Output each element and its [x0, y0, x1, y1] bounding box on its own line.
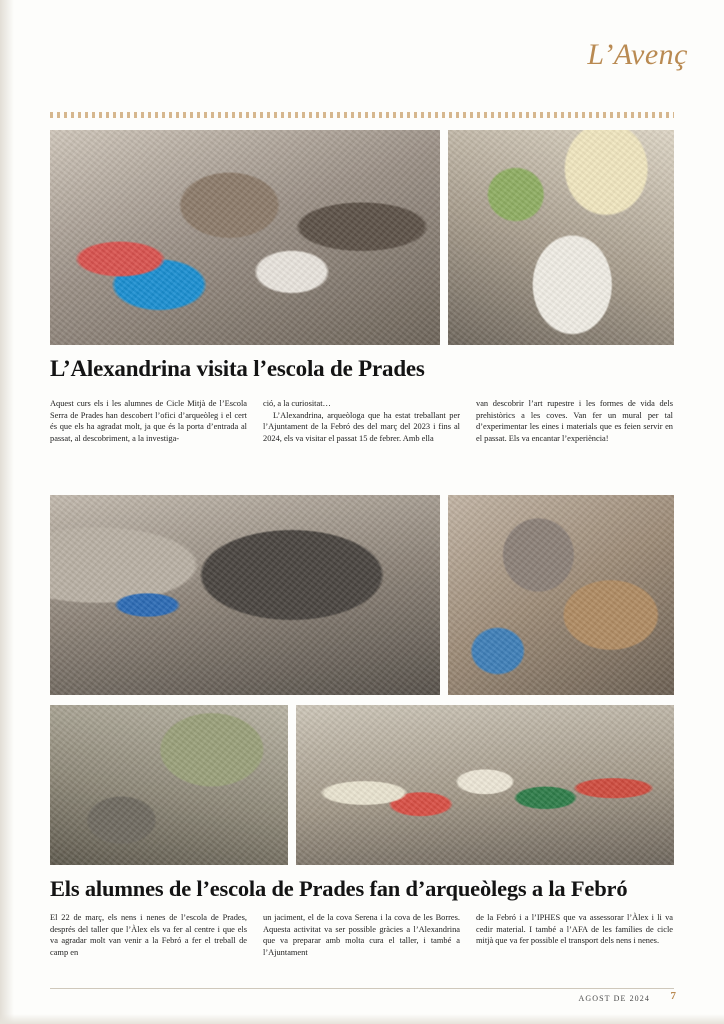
photo-texture — [50, 130, 440, 345]
page-edge-shadow-bottom — [0, 1014, 724, 1024]
paragraph: ció, a la curiositat… — [263, 399, 331, 408]
paragraph: Aquest curs els i les alumnes de Cicle Mitjà de l’Escola Serra de Prades han descobert l’ofici d’arqueòleg i el cert és que els ha agradat molt, ja que és la porta d’entrada al passat, al descobriment, a la investiga- — [50, 399, 247, 443]
photo-outdoor-group — [50, 705, 288, 865]
paragraph: de la Febró i a l’IPHES que va assessorar l’Àlex i li va cedir material. I també a l’AFA de les famílies de cicle mitjà que va fer possible el transport dels nens i nenes. — [476, 913, 673, 946]
paragraph: El 22 de març, els nens i nenes de l’escola de Prades, després del taller que l’Àlex els va fer al centre i que els va agradar molt van venir a la Febró a fer el treball de camp en — [50, 913, 247, 957]
photo-texture — [448, 495, 674, 695]
photo-caption — [54, 857, 142, 863]
page-title-febro: Els alumnes de l’escola de Prades fan d’arqueòlegs a la Febró — [50, 876, 628, 901]
article-prades-column-2 — [263, 398, 460, 444]
decorative-rule-top — [50, 112, 674, 118]
article-prades-column-3 — [476, 398, 673, 444]
paragraph: van descobrir l’art rupestre i les formes de vida dels prehistòrics a les coves. Van fer un mural per tal d’experimentar les eines i materials que es feien servir en el passat. Els va encantar l’experiència! — [476, 399, 673, 443]
masthead-logo — [587, 38, 688, 72]
photo-caption — [54, 337, 190, 343]
photo-caption — [452, 337, 584, 343]
article-febro — [50, 912, 674, 958]
photo-texture — [50, 495, 440, 695]
article-febro-column-1 — [50, 912, 247, 958]
photo-texture — [296, 705, 674, 865]
paragraph: un jaciment, el de la cova Serena i la cova de les Borres. Aquesta activitat va ser possible gràcies a l’Alexandrina que va preparar amb molta cura el taller, i també a l’Ajuntament — [263, 913, 460, 957]
photo-cave-gate — [50, 495, 440, 695]
masthead-text: L’Avenç — [587, 38, 688, 71]
photo-caption — [452, 687, 533, 693]
article-febro-column-2 — [263, 912, 460, 958]
photo-caption — [54, 687, 165, 693]
article-febro-column-3 — [476, 912, 673, 958]
photo-caption — [300, 857, 406, 863]
footer-date: AGOST DE 2024 — [578, 994, 650, 1003]
page-number: 7 — [670, 990, 676, 1002]
photo-excavation — [448, 495, 674, 695]
photo-workshop-table — [448, 130, 674, 345]
paragraph: L’Alexandrina, arqueòloga que ha estat treballant per l’Ajuntament de la Febró des del març del 2023 i fins al 2024, els va visitar el passat 15 de febrer. Amb ella — [263, 410, 460, 443]
page-edge-shadow-left — [0, 0, 14, 1024]
footer-divider — [50, 988, 674, 989]
photo-classroom-kids — [50, 130, 440, 345]
article-prades — [50, 398, 674, 444]
article-prades-column-1 — [50, 398, 247, 444]
photo-texture — [448, 130, 674, 345]
photo-texture — [50, 705, 288, 865]
page-title-prades: L’Alexandrina visita l’escola de Prades — [50, 356, 425, 381]
photo-diplomas-group — [296, 705, 674, 865]
